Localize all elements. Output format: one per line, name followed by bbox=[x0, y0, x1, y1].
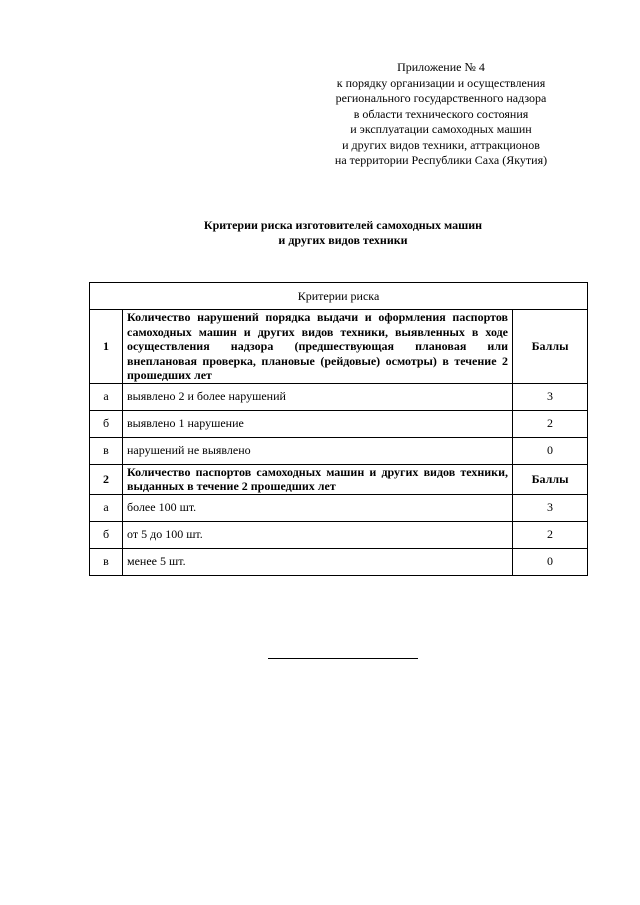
title-line-1: Критерии риска изготовителей самоходных машин bbox=[203, 218, 483, 232]
section-row bbox=[90, 464, 588, 494]
row-text: более 100 шт. bbox=[123, 494, 513, 521]
appendix-line: к порядку организации и осуществления bbox=[336, 75, 546, 90]
table-row bbox=[90, 548, 588, 575]
title-line-2: и других видов техники bbox=[278, 233, 408, 247]
section-text: Количество нарушений порядка выдачи и оформления паспортов самоходных машин и других видов техники, выявленных в ходе осуществления надзора (предшествующая плановая или внеплановая проверка, плановые (рейдовые) осмотры) в течение 2 прошедших лет bbox=[123, 310, 513, 384]
appendix-line: регионального государственного надзора bbox=[335, 91, 547, 105]
row-score: 2 bbox=[513, 410, 588, 437]
section-score-label: Баллы bbox=[513, 310, 588, 384]
row-letter: в bbox=[90, 548, 123, 575]
table-row bbox=[90, 383, 588, 410]
appendix-line: в области технического состояния bbox=[353, 106, 529, 121]
row-score: 3 bbox=[513, 494, 588, 521]
appendix-line: на территории Республики Саха (Якутия) bbox=[334, 153, 548, 167]
document-title bbox=[0, 218, 640, 248]
row-text: от 5 до 100 шт. bbox=[123, 521, 513, 548]
appendix-line: и других видов техники, аттракционов bbox=[342, 137, 540, 152]
section-number: 1 bbox=[90, 310, 123, 384]
table-header: Критерии риска bbox=[90, 283, 588, 310]
appendix-line: и эксплуатации самоходных машин bbox=[350, 122, 532, 136]
table-row bbox=[90, 410, 588, 437]
criteria-table bbox=[89, 282, 588, 576]
row-text: выявлено 2 и более нарушений bbox=[123, 383, 513, 410]
row-score: 0 bbox=[513, 548, 588, 575]
table-header-row bbox=[90, 283, 588, 310]
row-text: менее 5 шт. bbox=[123, 548, 513, 575]
closing-rule bbox=[268, 658, 418, 659]
row-letter: б bbox=[90, 521, 123, 548]
appendix-line: Приложение № 4 bbox=[397, 60, 485, 74]
row-score: 0 bbox=[513, 437, 588, 464]
row-text: нарушений не выявлено bbox=[123, 437, 513, 464]
section-number: 2 bbox=[90, 464, 123, 494]
row-score: 2 bbox=[513, 521, 588, 548]
section-text: Количество паспортов самоходных машин и других видов техники, выданных в течение 2 прошедших лет bbox=[123, 464, 513, 494]
table-row bbox=[90, 521, 588, 548]
row-letter: б bbox=[90, 410, 123, 437]
table-row bbox=[90, 437, 588, 464]
section-row bbox=[90, 310, 588, 384]
section-score-label: Баллы bbox=[513, 464, 588, 494]
row-text: выявлено 1 нарушение bbox=[123, 410, 513, 437]
row-letter: а bbox=[90, 383, 123, 410]
row-letter: в bbox=[90, 437, 123, 464]
row-score: 3 bbox=[513, 383, 588, 410]
table-row bbox=[90, 494, 588, 521]
row-letter: а bbox=[90, 494, 123, 521]
appendix-note bbox=[300, 60, 582, 169]
